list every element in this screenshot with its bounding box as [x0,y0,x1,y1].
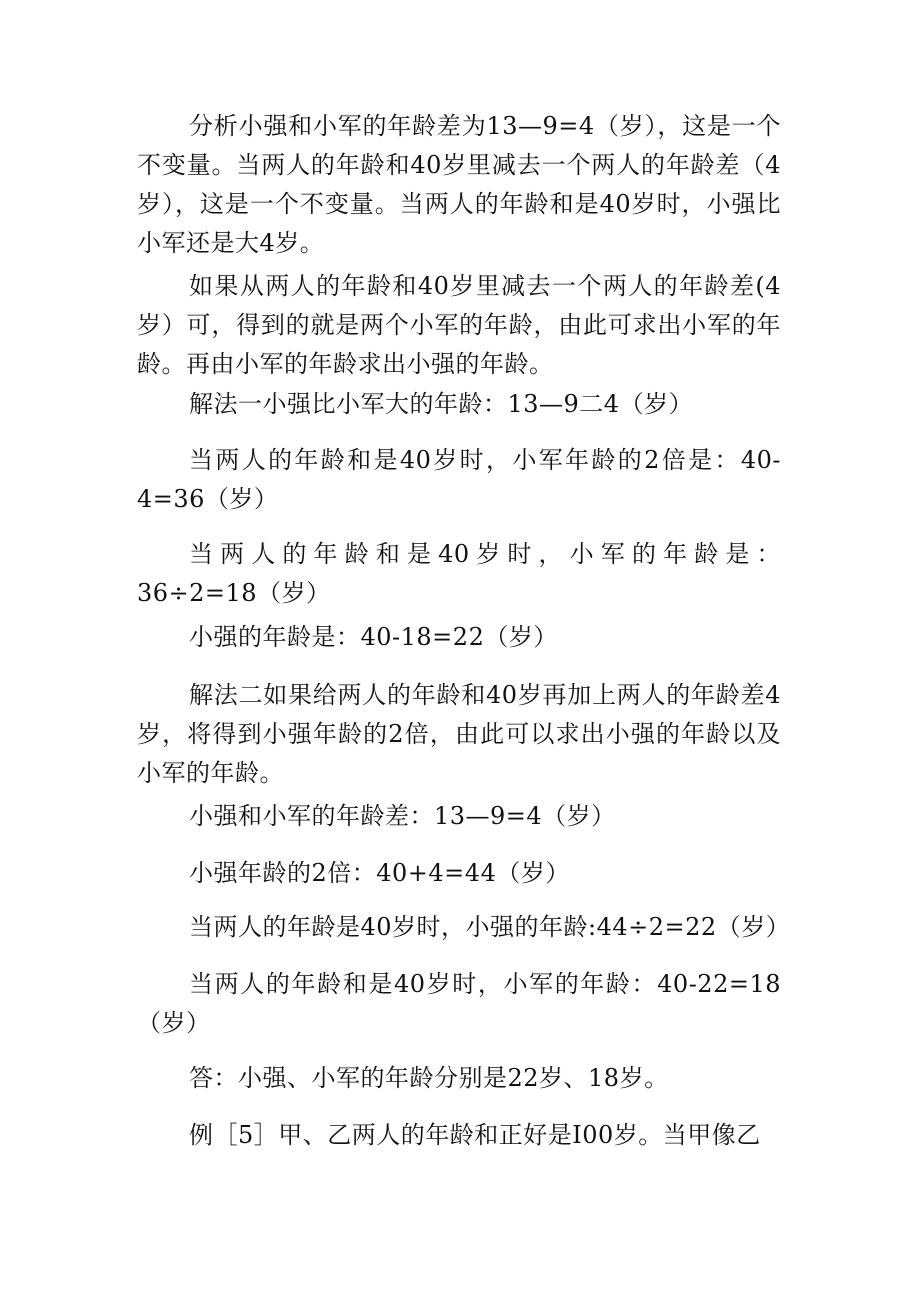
paragraph-solution-two-intro: 解法二如果给两人的年龄和40岁再加上两人的年龄差4岁，将得到小强年龄的2倍，由此可以求出小强的年龄以及小军的年龄。 [137,681,781,787]
paragraph-solution-two-step-one: 小强和小军的年龄差：13—9=4（岁） [189,802,616,830]
paragraph-answer: 答：小强、小军的年龄分别是22岁、18岁。 [189,1064,669,1092]
paragraph-solution-two-step-two: 小强年龄的2倍：40+4=44（岁） [189,859,570,887]
paragraph-solution-one-step-three: 当两人的年龄和是40岁时，小军的年龄是：36÷2=18（岁） [137,540,781,607]
paragraph-solution-one-step-one: 解法一小强比小军大的年龄：13—9二4（岁） [189,390,694,418]
paragraph-analysis: 分析小强和小军的年龄差为13—9=4（岁），这是一个不变量。当两人的年龄和40岁里减去一个两人的年龄差（4岁），这是一个不变量。当两人的年龄和是40岁时，小强比小军还是大4岁。 [137,112,781,257]
paragraph-example-five: 例［5］甲、乙两人的年龄和正好是I00岁。当甲像乙 [189,1121,761,1149]
paragraph-solution-one-step-two: 当两人的年龄和是40岁时，小军年龄的2倍是：40-4=36（岁） [137,446,781,513]
paragraph-solution-one-step-four: 小强的年龄是：40-18=22（岁） [189,623,558,651]
paragraph-solution-two-step-three: 当两人的年龄是40岁时，小强的年龄:44÷2=22（岁） [189,913,791,941]
paragraph-solution-two-step-four: 当两人的年龄和是40岁时，小军的年龄：40-22=18（岁） [137,970,781,1037]
paragraph-method-explanation: 如果从两人的年龄和40岁里减去一个两人的年龄差(4岁）可，得到的就是两个小军的年龄，由此可求出小军的年龄。再由小军的年龄求出小强的年龄。 [137,272,781,378]
